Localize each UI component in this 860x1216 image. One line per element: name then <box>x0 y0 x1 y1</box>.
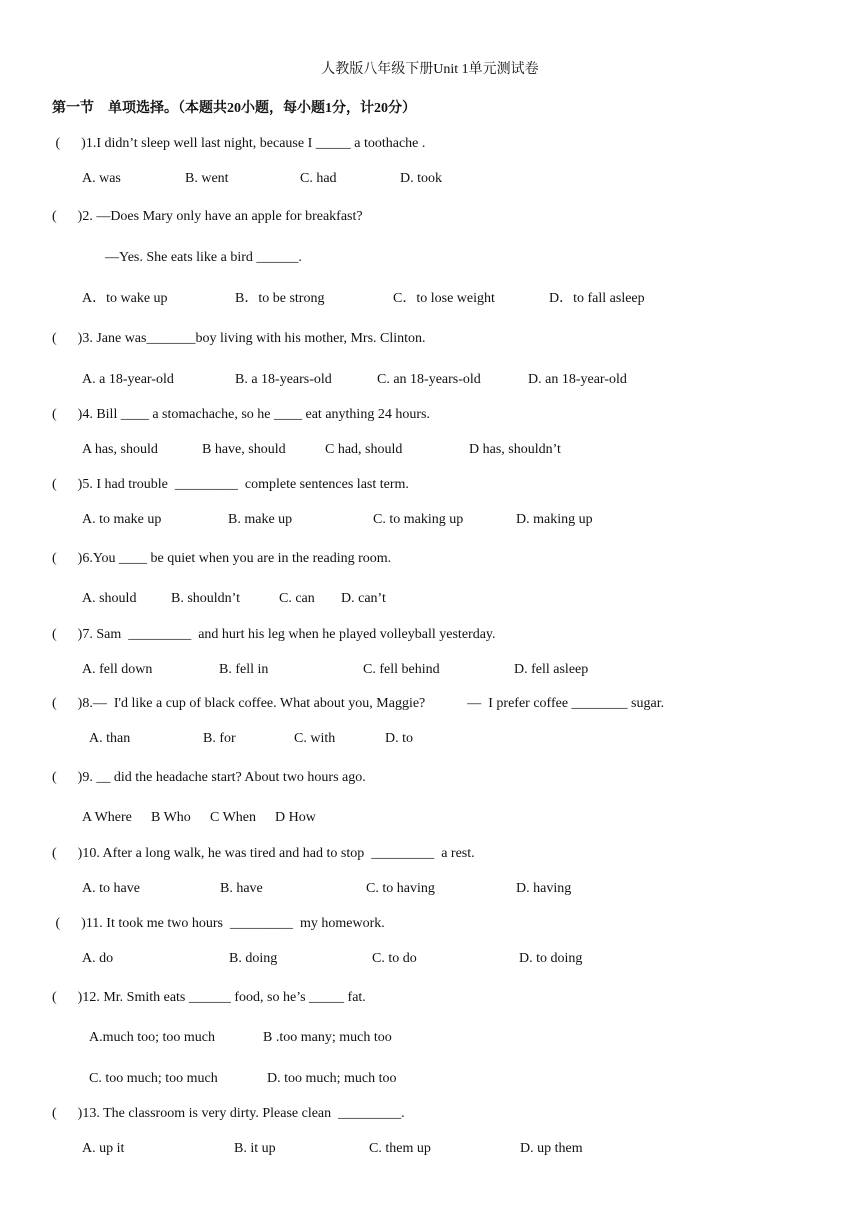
question-8-option-c: C. with <box>294 731 336 746</box>
question-7-option-a: A. fell down <box>82 662 153 677</box>
question-11-option-d: D. to doing <box>519 951 583 966</box>
question-5-option-a: A. to make up <box>82 512 162 527</box>
question-5-option-c: C. to making up <box>373 512 464 527</box>
question-11-option-a: A. do <box>82 951 114 966</box>
question-13-option-d: D. up them <box>520 1141 583 1156</box>
question-11-stem: ( )11. It took me two hours _________ my homework. <box>52 916 385 931</box>
question-12-option-d: D. too much; much too <box>267 1071 397 1086</box>
question-10-stem: ( )10. After a long walk, he was tired and had to stop _________ a rest. <box>52 846 475 861</box>
question-1-option-c: C. had <box>300 171 337 186</box>
question-7-option-c: C. fell behind <box>363 662 440 677</box>
question-6-option-b: B. shouldn’t <box>171 591 240 606</box>
question-8-option-d: D. to <box>385 731 413 746</box>
question-3-option-d: D. an 18-year-old <box>528 372 627 387</box>
question-5-option-d: D. making up <box>516 512 593 527</box>
question-12-option-a: A.much too; too much <box>89 1030 215 1045</box>
question-12-option-b: B .too many; much too <box>263 1030 392 1045</box>
question-5-stem: ( )5. I had trouble _________ complete sentences last term. <box>52 477 409 492</box>
question-8-option-a: A. than <box>89 731 131 746</box>
question-11-option-c: C. to do <box>372 951 417 966</box>
question-7-stem: ( )7. Sam _________ and hurt his leg when he played volleyball yesterday. <box>52 627 496 642</box>
question-7-option-b: B. fell in <box>219 662 269 677</box>
question-4-stem: ( )4. Bill ____ a stomachache, so he ____ eat anything 24 hours. <box>52 407 430 422</box>
question-3-option-c: C. an 18-years-old <box>377 372 481 387</box>
question-2-stem: ( )2. —Does Mary only have an apple for breakfast? <box>52 209 363 224</box>
question-9-option-c: C When <box>210 810 257 825</box>
question-3-option-a: A. a 18-year-old <box>82 372 174 387</box>
question-10-option-a: A. to have <box>82 881 140 896</box>
question-9-option-b: B Who <box>151 810 191 825</box>
question-10-option-d: D. having <box>516 881 572 896</box>
question-2-option-a: A．to wake up <box>82 291 168 306</box>
section-heading: 第一节 单项选择。（本题共20小题，每小题1分，计20分） <box>52 101 416 116</box>
question-8-option-b: B. for <box>203 731 236 746</box>
question-1-stem: ( )1.I didn’t sleep well last night, because I _____ a toothache . <box>52 136 426 151</box>
question-10-option-b: B. have <box>220 881 263 896</box>
question-4-option-d: D has, shouldn’t <box>469 442 561 457</box>
question-10-option-c: C. to having <box>366 881 435 896</box>
question-2-option-d: D．to fall asleep <box>549 291 645 306</box>
question-12-option-c: C. too much; too much <box>89 1071 218 1086</box>
question-12-stem: ( )12. Mr. Smith eats ______ food, so he’s _____ fat. <box>52 990 366 1005</box>
question-11-option-b: B. doing <box>229 951 278 966</box>
question-4-option-a: A has, should <box>82 442 158 457</box>
question-13-option-a: A. up it <box>82 1141 125 1156</box>
question-1-option-d: D. took <box>400 171 442 186</box>
question-13-stem: ( )13. The classroom is very dirty. Please clean _________. <box>52 1106 405 1121</box>
question-6-option-c: C. can <box>279 591 315 606</box>
question-2-option-b: B．to be strong <box>235 291 325 306</box>
question-8-stem: ( )8.— I'd like a cup of black coffee. What about you, Maggie? — I prefer coffee ________ sugar. <box>52 696 665 711</box>
question-4-option-b: B have, should <box>202 442 286 457</box>
question-6-stem: ( )6.You ____ be quiet when you are in the reading room. <box>52 551 392 566</box>
question-7-option-d: D. fell asleep <box>514 662 589 677</box>
question-9-option-d: D How <box>275 810 316 825</box>
question-1-option-a: A. was <box>82 171 121 186</box>
question-5-option-b: B. make up <box>228 512 293 527</box>
question-2-reply: —Yes. She eats like a bird ______. <box>105 250 302 265</box>
question-3-option-b: B. a 18-years-old <box>235 372 332 387</box>
question-4-option-c: C had, should <box>325 442 403 457</box>
question-9-stem: ( )9. __ did the headache start? About two hours ago. <box>52 770 366 785</box>
question-1-option-b: B. went <box>185 171 229 186</box>
question-13-option-c: C. them up <box>369 1141 431 1156</box>
question-6-option-d: D. can’t <box>341 591 386 606</box>
question-3-stem: ( )3. Jane was_______boy living with his mother, Mrs. Clinton. <box>52 331 426 346</box>
question-6-option-a: A. should <box>82 591 137 606</box>
question-13-option-b: B. it up <box>234 1141 276 1156</box>
page-title: 人教版八年级下册Unit 1单元测试卷 <box>321 62 539 77</box>
question-2-option-c: C．to lose weight <box>393 291 495 306</box>
question-9-option-a: A Where <box>82 810 132 825</box>
